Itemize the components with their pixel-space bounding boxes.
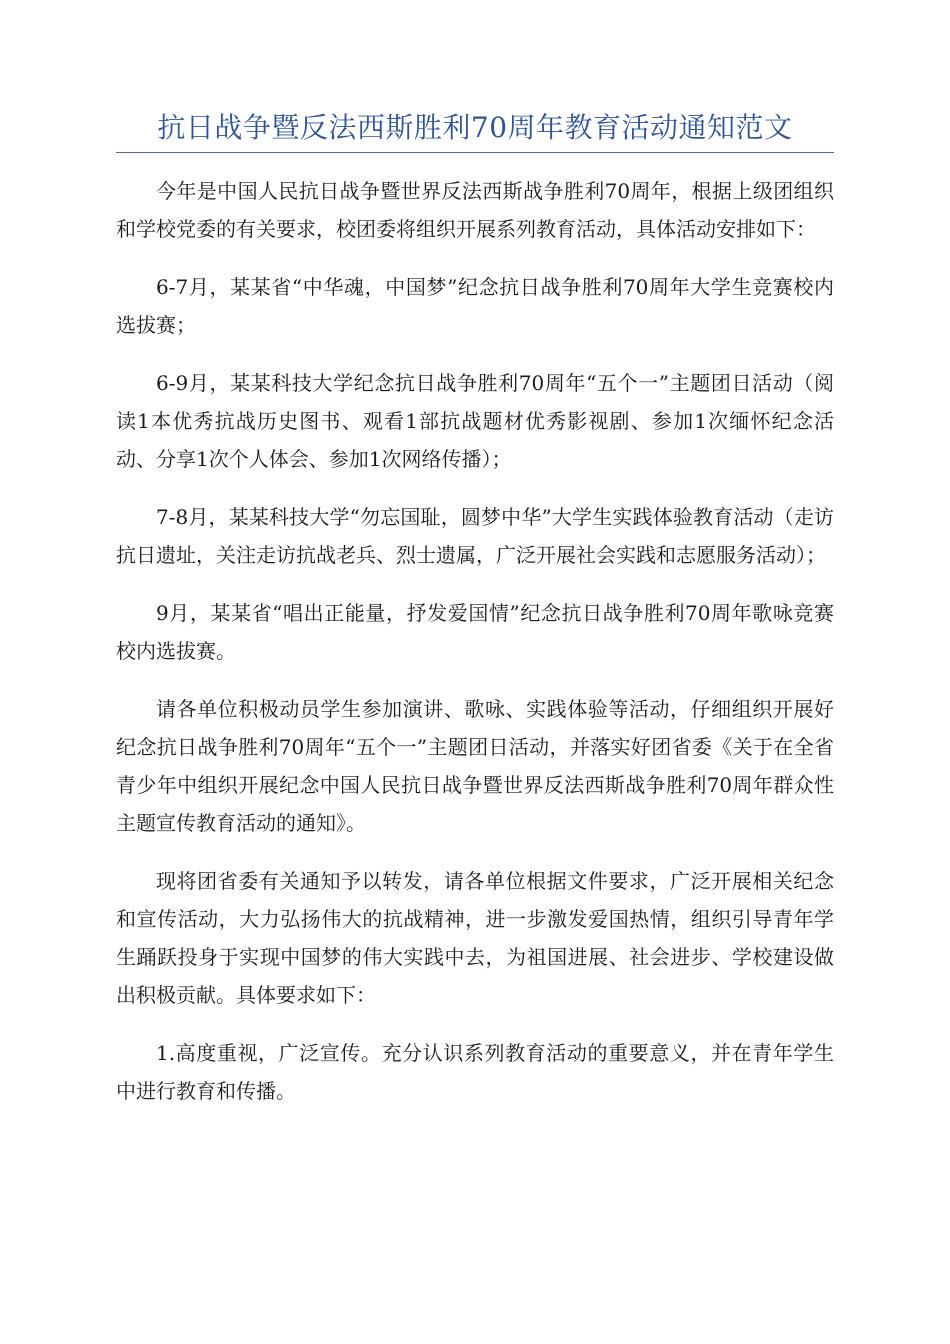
paragraph-forwarding: 现将团省委有关通知予以转发，请各单位根据文件要求，广泛开展相关纪念和宣传活动，大力弘扬伟大的抗战精神，进一步激发爱国热情，组织引导青年学生踊跃投身于实现中国梦的伟大实践中去，为祖国进展、社会进步、学校建设做出积极贡献。具体要求如下： [116,869,834,1007]
paragraph-requirement-1: 1.高度重视，广泛宣传。充分认识系列教育活动的重要意义，并在青年学生中进行教育和传播。 [116,1041,834,1103]
paragraph-intro: 今年是中国人民抗日战争暨世界反法西斯战争胜利70周年，根据上级团组织和学校党委的有关要求，校团委将组织开展系列教育活动，具体活动安排如下： [116,179,834,241]
document-body [116,172,834,1130]
paragraph-mobilization: 请各单位积极动员学生参加演讲、歌咏、实践体验等活动，仔细组织开展好纪念抗日战争胜利70周年“五个一”主题团日活动，并落实好团省委《关于在全省青少年中组织开展纪念中国人民抗日战争暨世界反法西斯战争胜利70周年群众性主题宣传教育活动的通知》。 [116,697,834,835]
paragraph-item-june-july: 6-7月，某某省“中华魂，中国梦”纪念抗日战争胜利70周年大学生竞赛校内选拔赛； [116,275,834,337]
paragraph-item-july-august: 7-8月，某某科技大学“勿忘国耻，圆梦中华”大学生实践体验教育活动（走访抗日遗址，关注走访抗战老兵、烈士遗属，广泛开展社会实践和志愿服务活动）； [116,505,834,567]
paragraph-item-june-september: 6-9月，某某科技大学纪念抗日战争胜利70周年“五个一”主题团日活动（阅读1本优秀抗战历史图书、观看1部抗战题材优秀影视剧、参加1次缅怀纪念活动、分享1次个人体会、参加1次网络传播）； [116,371,834,471]
title-block [116,108,834,153]
paragraph-item-september: 9月，某某省“唱出正能量，抒发爱国情”纪念抗日战争胜利70周年歌咏竞赛校内选拔赛。 [116,601,834,663]
page-title: 抗日战争暨反法西斯胜利70周年教育活动通知范文 [157,111,793,144]
